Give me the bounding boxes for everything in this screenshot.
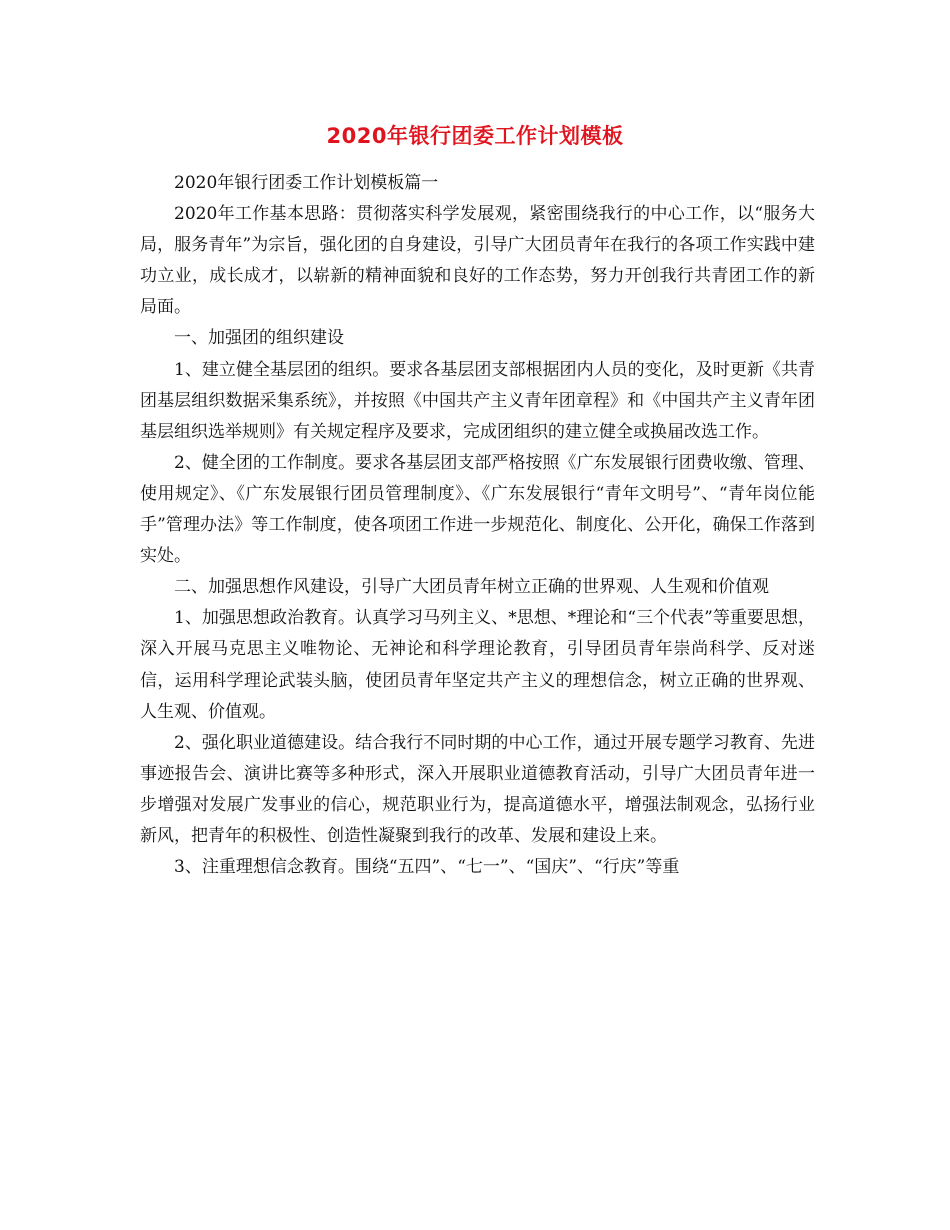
- paragraph-item: 1、建立健全基层团的组织。要求各基层团支部根据团内人员的变化，及时更新《共青团基层组织数据采集系统》，并按照《中国共产主义青年团章程》和《中国共产主义青年团基层组织选举规则》有关规定程序及要求，完成团组织的建立健全或换届改选工作。: [140, 359, 815, 442]
- paragraph-basic-idea: 2020年工作基本思路：贯彻落实科学发展观，紧密围绕我行的中心工作，以“服务大局，服务青年”为宗旨，强化团的自身建设，引导广大团员青年在我行的各项工作实践中建功立业，成长成才，以崭新的精神面貌和良好的工作态势，努力开创我行共青团工作的新局面。: [140, 204, 815, 318]
- paragraph-subtitle: 2020年银行团委工作计划模板篇一: [174, 173, 439, 193]
- document-title: 2020年银行团委工作计划模板: [326, 124, 624, 148]
- paragraph-item: 2、健全团的工作制度。要求各基层团支部严格按照《广东发展银行团费收缴、管理、使用规定》、《广东发展银行团员管理制度》、《广东发展银行“青年文明号”、“青年岗位能手”管理办法》等工作制度，使各项团工作进一步规范化、制度化、公开化，确保工作落到实处。: [140, 452, 815, 567]
- paragraph-item: 1、加强思想政治教育。认真学习马列主义、*思想、*理论和“三个代表”等重要思想，深入开展马克思主义唯物论、无神论和科学理论教育，引导团员青年崇尚科学、反对迷信，运用科学理论武装头脑，使团员青年坚定共产主义的理想信念，树立正确的世界观、人生观、价值观。: [140, 608, 815, 722]
- document-body: [140, 168, 815, 883]
- paragraph-item: 3、注重理想信念教育。围绕“五四”、“七一”、“国庆”、“行庆”等重: [174, 857, 680, 878]
- paragraph-item: 2、强化职业道德建设。结合我行不同时期的中心工作，通过开展专题学习教育、先进事迹报告会、演讲比赛等多种形式，深入开展职业道德教育活动，引导广大团员青年进一步增强对发展广发事业的信心，规范职业行为，提高道德水平，增强法制观念，弘扬行业新风，把青年的积极性、创造性凝聚到我行的改革、发展和建设上来。: [140, 732, 815, 846]
- section-heading-1: 一、加强团的组织建设: [174, 328, 344, 349]
- section-heading-2: 二、加强思想作风建设，引导广大团员青年树立正确的世界观、人生观和价值观: [174, 577, 769, 598]
